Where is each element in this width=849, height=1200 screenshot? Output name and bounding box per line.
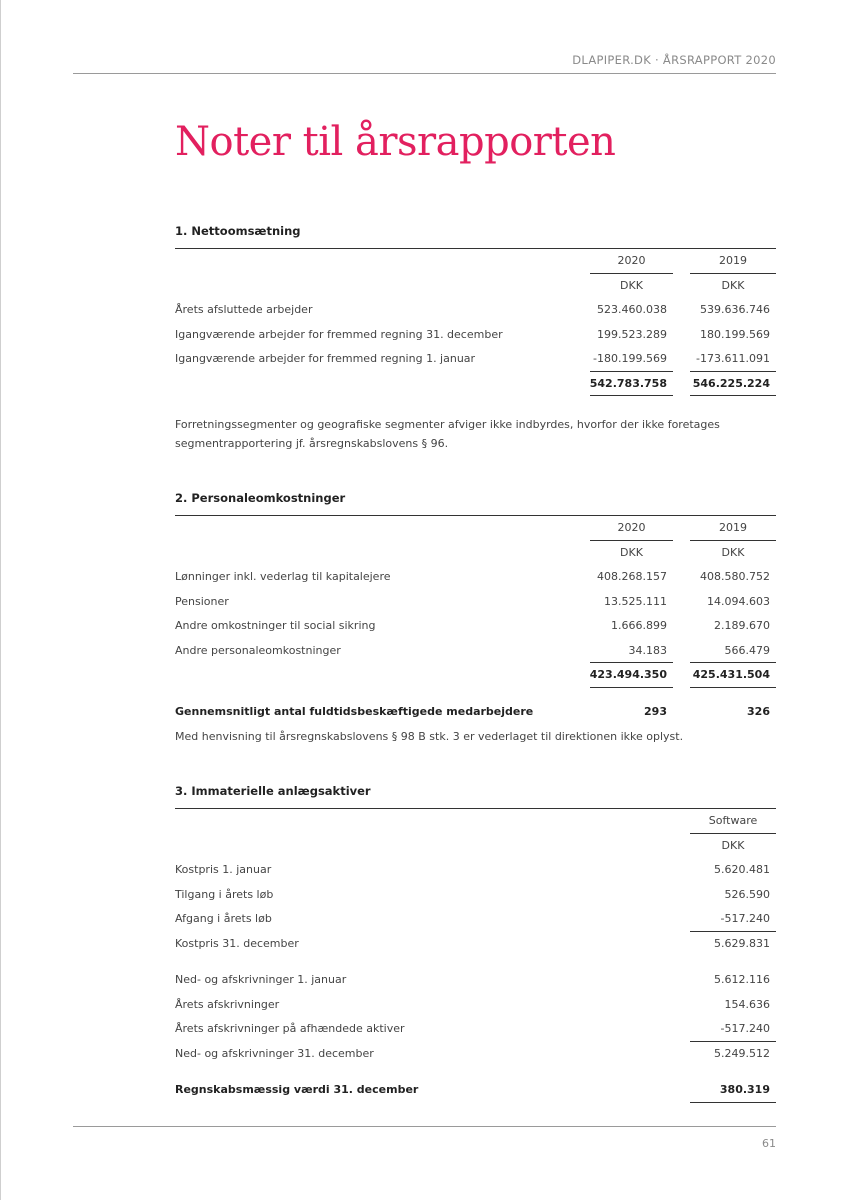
book-value-row (175, 1078, 776, 1103)
row-label: Årets afskrivninger på afhændede aktiver (175, 1022, 405, 1035)
col-2019: 2019 (719, 521, 747, 534)
section-net-revenue (175, 224, 776, 453)
unit-dkk: DKK (721, 838, 745, 852)
row-value: 5.620.481 (714, 863, 770, 876)
unit-2020: DKK (620, 278, 643, 292)
table-row (175, 968, 776, 993)
value-2020: 1.666.899 (611, 619, 667, 632)
row-label: Regnskabsmæssig værdi 31. december (175, 1083, 419, 1096)
unit-2020: DKK (620, 545, 643, 559)
header-rule (73, 73, 776, 74)
unit-row (175, 274, 776, 299)
row-label: Ned- og afskrivninger 31. december (175, 1046, 374, 1060)
row-label: Igangværende arbejder for fremmed regning 1. januar (175, 352, 476, 365)
value-2020: 523.460.038 (597, 303, 667, 316)
value-2020: 199.523.289 (597, 327, 667, 341)
table-row (175, 298, 776, 323)
row-label: Årets afsluttede arbejder (175, 303, 313, 316)
table-row (175, 639, 776, 664)
running-header: DLAPIPER.DK · ÅRSRAPPORT 2020 (572, 53, 776, 67)
section-title: 3. Immaterielle anlægsaktiver (175, 784, 371, 798)
col-2020: 2020 (617, 254, 646, 267)
value-2019: 180.199.569 (700, 327, 770, 341)
column-header-row (175, 249, 776, 274)
row-label: Lønninger inkl. vederlag til kapitalejere (175, 570, 391, 583)
row-value: 526.590 (724, 887, 770, 901)
management-note: Med henvisning til årsregnskabslovens § 98 B stk. 3 er vederlaget til direktionen ikke oplyst. (175, 730, 684, 743)
total-2019: 425.431.504 (692, 668, 770, 681)
section-intangible-assets (175, 784, 776, 1103)
value-2020: 293 (644, 704, 667, 718)
value-2020: -180.199.569 (593, 352, 667, 365)
value-2019: -173.611.091 (696, 352, 770, 365)
col-software: Software (708, 814, 758, 827)
unit-2019: DKK (721, 278, 745, 292)
subtotal-row (175, 1042, 776, 1067)
row-label: Andre omkostninger til social sikring (175, 619, 376, 632)
col-2019: 2019 (719, 254, 747, 267)
section-title: 1. Nettoomsætning (175, 224, 301, 238)
value-2019: 566.479 (724, 643, 770, 657)
row-label: Afgang i årets løb (175, 912, 272, 925)
row-value: 154.636 (724, 997, 770, 1011)
value-2020: 408.268.157 (597, 570, 667, 583)
table-row (175, 590, 776, 615)
value-2020: 34.183 (628, 643, 667, 657)
total-row (175, 663, 776, 688)
row-label: Tilgang i årets løb (175, 887, 274, 901)
total-2020: 542.783.758 (589, 376, 667, 390)
value-2019: 408.580.752 (700, 570, 770, 583)
table-row (175, 565, 776, 590)
value-2019: 14.094.603 (707, 594, 770, 608)
value-2020: 13.525.111 (604, 594, 667, 608)
table-row (175, 323, 776, 348)
row-label: Igangværende arbejder for fremmed regning 31. december (175, 327, 503, 341)
table-row (175, 347, 776, 372)
row-label: Andre personaleomkostninger (175, 643, 341, 657)
table-row (175, 614, 776, 639)
row-value: -517.240 (720, 1022, 770, 1035)
value-2019: 2.189.670 (714, 619, 770, 632)
employees-row (175, 700, 776, 725)
row-label: Pensioner (175, 594, 229, 608)
table-row (175, 883, 776, 908)
table-row (175, 907, 776, 932)
row-value: -517.240 (720, 912, 770, 925)
row-value: 380.319 (719, 1083, 770, 1096)
row-label: Gennemsnitligt antal fuldtidsbeskæftigede medarbejdere (175, 704, 534, 718)
value-2019: 539.636.746 (700, 303, 770, 316)
row-label: Kostpris 1. januar (175, 863, 272, 876)
footer-rule (73, 1126, 776, 1127)
total-2019: 546.225.224 (692, 376, 770, 390)
total-row (175, 372, 776, 397)
column-header-row (175, 516, 776, 541)
row-value: 5.249.512 (714, 1046, 770, 1060)
table-row (175, 858, 776, 883)
page-edge (0, 0, 1, 1200)
row-label: Ned- og afskrivninger 1. januar (175, 973, 347, 986)
value-2019: 326 (747, 704, 770, 718)
total-2020: 423.494.350 (589, 668, 667, 681)
col-2020: 2020 (617, 521, 646, 534)
table-row (175, 993, 776, 1018)
section-title: 2. Personaleomkostninger (175, 491, 346, 505)
segment-note: Forretningssegmenter og geografiske segmenter afviger ikke indbyrdes, hvorfor der ikke foretages segmentrapportering jf. årsregnskabslovens § 96. (175, 418, 720, 450)
table-row (175, 1017, 776, 1042)
unit-2019: DKK (721, 545, 745, 559)
row-label: Årets afskrivninger (175, 997, 280, 1011)
unit-row (175, 834, 776, 859)
page-title: Noter til årsrapporten (175, 119, 616, 165)
page-number: 61 (762, 1137, 776, 1150)
unit-row (175, 541, 776, 566)
section-staff-costs (175, 491, 776, 746)
row-label: Kostpris 31. december (175, 936, 299, 950)
column-header-row (175, 809, 776, 834)
row-value: 5.612.116 (714, 973, 770, 986)
subtotal-row (175, 932, 776, 957)
row-value: 5.629.831 (714, 936, 770, 950)
